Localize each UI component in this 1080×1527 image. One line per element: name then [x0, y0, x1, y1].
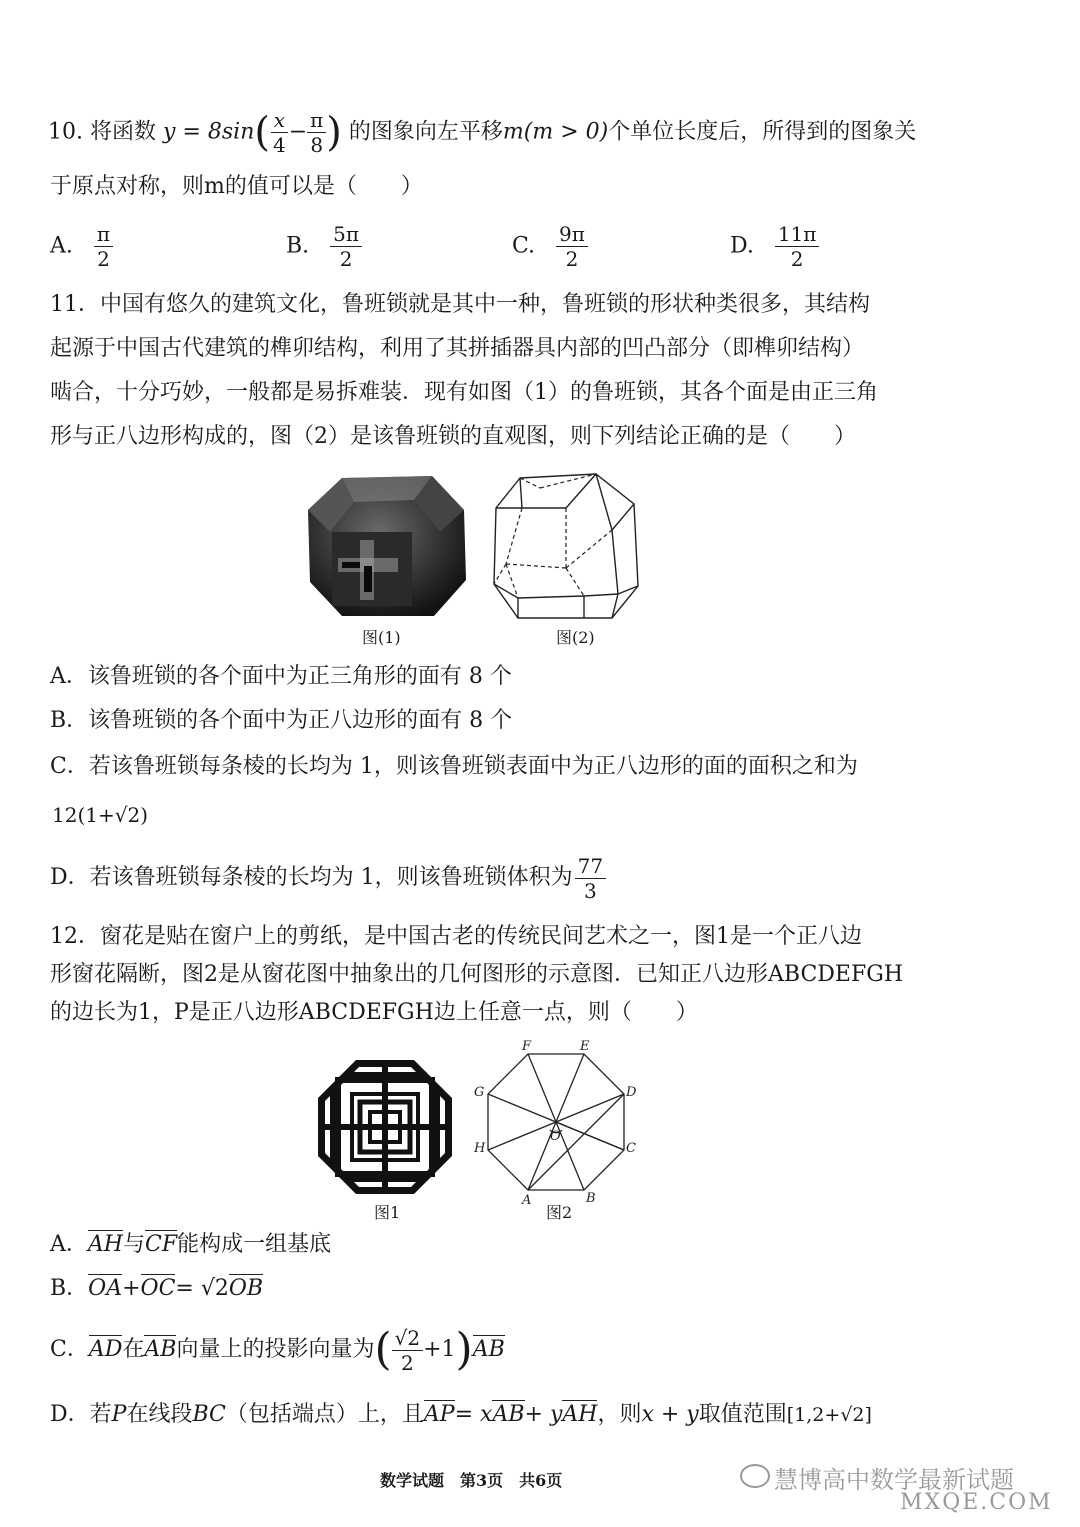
q11-line1: 11．中国有悠久的建筑文化，鲁班锁就是其中一种，鲁班锁的形状种类很多，其结构 — [50, 292, 870, 317]
q10-frac-x4: $\frac{x}{4}$ — [270, 108, 289, 157]
q11-option-d: D．若该鲁班锁每条棱的长均为 1，则该鲁班锁体积为 $\frac{77}{3}$ — [50, 848, 606, 908]
wechat-icon — [740, 1464, 770, 1488]
q11-option-c: C．若该鲁班锁每条棱的长均为 1，则该鲁班锁表面中为正八边形的面的面积之和为 — [50, 754, 858, 779]
q11-fig2-wireframe — [488, 468, 644, 624]
q10-option-d: D. $\frac{11\pi}{2}$ — [730, 222, 819, 271]
q11-line2: 起源于中国古代建筑的榫卯结构，利用了其拼插器具内部的凹凸部分（即榫卯结构） — [50, 336, 865, 361]
q10-line1: 10. 将函数 y = 8sin( $\frac{x}{4}$ − $\frac{\pi}{8}$ ) 的图象向左平移m(m > 0)个单位长度后，所得到的图象关 — [48, 108, 917, 157]
q12-vertex-d: D — [626, 1085, 637, 1100]
q12-vertex-f: F — [522, 1039, 532, 1054]
q11-line4: 形与正八边形构成的，图（2）是该鲁班锁的直观图，则下列结论正确的是（ ） — [50, 424, 856, 449]
q12-fig2-caption: 图2 — [546, 1203, 573, 1222]
q10-option-c: C. $\frac{9\pi}{2}$ — [512, 222, 588, 271]
q12-vertex-a: A — [522, 1193, 532, 1204]
watermark — [740, 1460, 1070, 1520]
watermark-text: 慧博高中数学最新试题 — [774, 1466, 1014, 1494]
q11-option-b: B．该鲁班锁的各个面中为正八边形的面有 8 个 — [50, 708, 513, 733]
q10-text-pre: 将函数 — [90, 119, 157, 145]
q10-text-post2: 个单位长度后，所得到的图象关 — [608, 119, 917, 145]
q12-option-c: C．AD在AB向量上的投影向量为( $\frac{√2}{2}$ +1)AB — [50, 1324, 505, 1375]
q12-option-b: B．OA+OC= √2OB — [50, 1276, 264, 1301]
q10-option-b: B. $\frac{5\pi}{2}$ — [286, 222, 362, 271]
q12-vertex-h: H — [474, 1141, 486, 1156]
watermark-site: MXQE.COM — [900, 1490, 1053, 1515]
q12-fig1-caption: 图1 — [374, 1203, 401, 1222]
q11-fig2-caption: 图(2) — [556, 628, 595, 647]
q12-fig1-window-lattice — [316, 1058, 454, 1196]
q12-vertex-e: E — [580, 1039, 590, 1054]
q12-option-d: D．若P在线段BC（包括端点）上，且AP= xAB+ yAH，则x + y取值范围[1,2+√2] — [50, 1402, 872, 1427]
q12-line2: 形窗花隔断，图2是从窗花图中抽象出的几何图形的示意图．已知正八边形ABCDEFGH — [50, 962, 904, 987]
q12-center-o: O — [550, 1129, 561, 1144]
q12-vertex-b: B — [586, 1191, 596, 1204]
q10-frac-pi8: $\frac{\pi}{8}$ — [307, 108, 326, 157]
q12-fig2-octagon — [470, 1034, 640, 1204]
q11-fig1-luban-lock-photo — [302, 470, 472, 620]
q12-line1: 12．窗花是贴在窗户上的剪纸，是中国古老的传统民间艺术之一，图1是一个正八边 — [50, 924, 862, 949]
q10-text-post: 的图象向左平移 — [348, 119, 503, 145]
q11-option-a: A．该鲁班锁的各个面中为正三角形的面有 8 个 — [50, 664, 512, 689]
q10-func: y = 8sin — [163, 119, 255, 145]
page-footer: 数学试题 第3页 共6页 — [380, 1471, 563, 1490]
q10-option-a: A. $\frac{\pi}{2}$ — [50, 222, 113, 271]
q11-option-c-value: 12(1+√2) — [52, 803, 149, 827]
q11-fig1-caption: 图(1) — [362, 628, 401, 647]
q12-option-a: A．AH与CF能构成一组基底 — [50, 1232, 332, 1257]
q10-m: m(m > 0) — [502, 119, 609, 145]
q12-vertex-c: C — [626, 1141, 636, 1156]
q12-line3: 的边长为1，P是正八边形ABCDEFGH边上任意一点，则（ ） — [50, 1000, 698, 1025]
q10-number: 10. — [48, 119, 83, 145]
q10-line2: 于原点对称，则m的值可以是（ ） — [50, 174, 423, 199]
q12-vertex-g: G — [474, 1085, 485, 1100]
q11-line3: 啮合，十分巧妙，一般都是易拆难装．现有如图（1）的鲁班锁，其各个面是由正三角 — [50, 380, 878, 405]
